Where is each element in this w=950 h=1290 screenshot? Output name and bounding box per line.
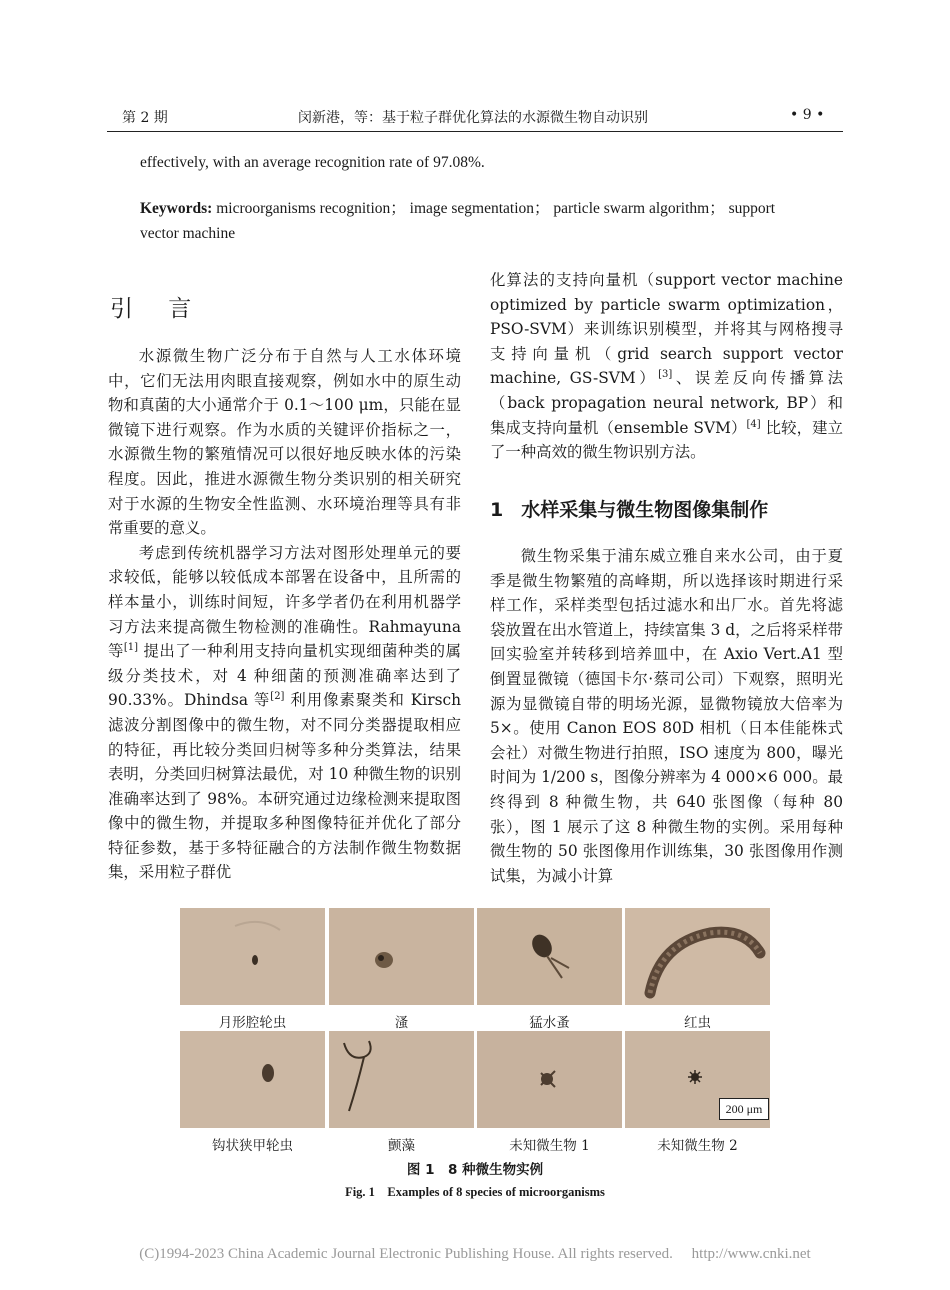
- right-column: [490, 268, 843, 465]
- abstract-tail: effectively, with an average recognition rate of 97.08%.: [140, 154, 485, 171]
- intro-paragraph-3: 化算法的支持向量机（support vector machine optimized by particle swarm optimization，PSO-SVM）来训练识别模型，并将其与网格搜寻支持向量机（grid search support vector machine, GS-SVM）[3]、误差反向传播算法（back propagation neural network, BP）和集成支持向量机（ensemble SVM）[4] 比较，建立了一种高效的微生物识别方法。: [490, 271, 843, 462]
- figure-label-2: 溞: [394, 1015, 409, 1031]
- keywords-text: microorganisms recognition； image segmentation； particle swarm algorithm； support vector machine: [140, 200, 776, 242]
- figure-label-3: 猛水蚤: [529, 1015, 570, 1031]
- running-header-title: 闵新港，等：基于粒子群优化算法的水源微生物自动识别: [298, 110, 648, 126]
- section-1-paragraph-1: 微生物采集于浦东威立雅自来水公司，由于夏季是微生物繁殖的高峰期，所以选择该时期进行采样工作，采样类型包括过滤水和出厂水。首先将滤袋放置在出水管道上，持续富集 3 d，之后将采样带回实验室并转移到培养皿中，在 Axio Vert.A1 型倒置显微镜（德国卡尔·蔡司公司）下观察，照明光源为显微镜自带的明场光源，显微物镜放大倍率为 5×。使用 Canon EOS 80D 相机（日本佳能株式会社）对微生物进行拍照，ISO 速度为 800，曝光时间为 1/200 s，图像分辨率为 4 000×6 000。最终得到 8 种微生物，共 640 张图像（每种 80 张），图 1 展示了这 8 种微生物的实例。采用每种微生物的 50 张图像用作训练集，30 张图像用作测试集，为减小计算: [490, 547, 843, 885]
- micrograph-bloodworm: [625, 908, 770, 1005]
- micrograph-cyclops: [477, 908, 622, 1005]
- section-1-body: [490, 544, 843, 888]
- figure-label-5: 钩状狭甲轮虫: [212, 1138, 293, 1154]
- figure-label-8: 未知微生物 2: [657, 1138, 738, 1154]
- running-header-page: • 9 •: [790, 107, 825, 123]
- keywords: [140, 196, 815, 246]
- intro-heading: 引 言: [110, 296, 206, 322]
- figure-caption-en: Fig. 1 Examples of 8 species of microorganisms: [345, 1185, 605, 1199]
- intro-paragraph-1: 水源微生物广泛分布于自然与人工水体环境中，它们无法用肉眼直接观察，例如水中的原生动物和真菌的大小通常介于 0.1～100 μm，只能在显微镜下进行观察。作为水质的关键评价指标之一，水源微生物的繁殖情况可以很好地反映水体的污染程度。因此，推进水源微生物分类识别的相关研究对于水源的生物安全性监测、水环境治理等具有非常重要的意义。: [108, 347, 461, 538]
- citation-3[interactable]: [3]: [658, 369, 673, 381]
- micrograph-lepadella: [180, 1031, 325, 1128]
- copyright-footer: (C)1994-2023 China Academic Journal Electronic Publishing House. All rights reserved. http://www.cnki.net: [139, 1246, 811, 1262]
- figure-label-6: 颤藻: [388, 1138, 415, 1154]
- scale-bar: 200 μm: [719, 1098, 769, 1120]
- left-column: [108, 344, 461, 885]
- figure-caption-cn: 图 1 8 种微生物实例: [406, 1162, 544, 1178]
- citation-1[interactable]: [1]: [123, 642, 139, 653]
- figure-label-4: 红虫: [684, 1015, 711, 1031]
- header-rule: [107, 131, 843, 132]
- micrograph-daphnia: [329, 908, 474, 1005]
- micrograph-oscillatoria: [329, 1031, 474, 1128]
- keywords-label: Keywords:: [140, 200, 213, 217]
- citation-2[interactable]: [2]: [270, 691, 285, 703]
- figure-label-1: 月形腔轮虫: [218, 1015, 287, 1031]
- citation-4[interactable]: [4]: [746, 418, 761, 430]
- figure-label-7: 未知微生物 1: [509, 1138, 590, 1154]
- running-header-issue: 第 2 期: [122, 110, 168, 126]
- micrograph-asplanchna: [180, 908, 325, 1005]
- intro-paragraph-2: 考虑到传统机器学习方法对图形处理单元的要求较低，能够以较低成本部署在设备中，且所需的样本量小，训练时间短，许多学者仍在利用机器学习方法来提高微生物检测的准确性。Rahmayuna 等[1] 提出了一种利用支持向量机实现细菌种类的属级分类技术，对 4 种细菌的预测准确率达到了 90.33%。Dhindsa 等[2] 利用像素聚类和 Kirsch 滤波分割图像中的微生物，对不同分类器提取相应的特征，再比较分类回归树等多种分类算法，结果表明，分类回归树算法最优，对 10 种微生物的识别准确率达到了 98%。本研究通过边缘检测来提取图像中的微生物，并提取多种图像特征并优化了部分特征参数，基于多特征融合的方法制作微生物数据集，采用粒子群优: [108, 543, 462, 882]
- section-1-heading: 1 水样采集与微生物图像集制作: [490, 499, 769, 521]
- micrograph-unknown-1: [477, 1031, 622, 1128]
